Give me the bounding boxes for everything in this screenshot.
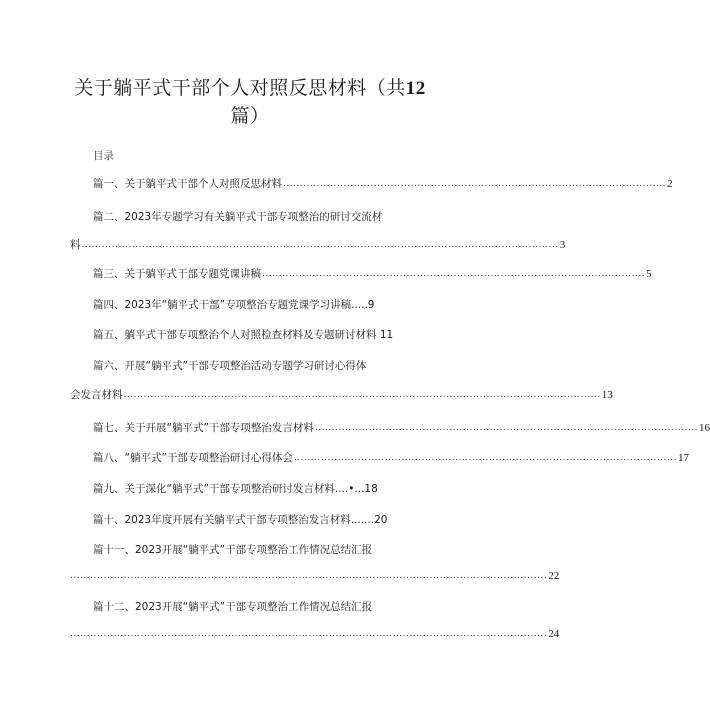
title-line-1: 关于躺平式干部个人对照反思材料（共 xyxy=(74,77,406,99)
toc-entry[interactable] xyxy=(93,543,372,557)
toc-leader: .................................................................................................................. xyxy=(314,423,699,433)
toc-leader: .................................................................................................................. xyxy=(262,269,646,279)
toc-entry[interactable] xyxy=(93,513,387,527)
toc-entry[interactable] xyxy=(93,421,710,435)
toc-page-number: 5 xyxy=(646,268,652,280)
toc-entry[interactable] xyxy=(93,267,652,281)
toc-entry[interactable] xyxy=(93,177,673,191)
document-title-cont xyxy=(0,102,500,130)
toc-leader: .............................................................................................................................................. xyxy=(123,390,601,400)
toc-entry-text: 料 xyxy=(70,239,81,251)
toc-entry[interactable] xyxy=(93,298,374,312)
toc-entry-text: 篇一、关于躺平式干部个人对照反思材料 xyxy=(93,178,282,190)
toc-page-number: 3 xyxy=(559,239,566,251)
toc-page-number: 13 xyxy=(601,389,613,401)
toc-entry-text: 篇四、2023年“躺平式干部”专项整治专题党课学习讲稿.....9 xyxy=(93,299,375,311)
toc-entry-text: 篇十二、2023开展“躺平式”干部专项整治工作情况总结汇报 xyxy=(93,601,373,613)
toc-entry[interactable] xyxy=(93,451,690,465)
toc-entry-text: 篇十、2023年度开展有关躺平式干部专项整治发言材料.......20 xyxy=(93,514,388,526)
toc-entry[interactable] xyxy=(93,328,393,342)
toc-entry-cont[interactable] xyxy=(70,569,560,583)
title-line-2: 篇） xyxy=(230,105,270,127)
toc-entry-text: 篇六、开展“躺平式”干部专项整治活动专题学习研讨心得体 xyxy=(93,360,367,372)
toc-leader: .............................................................................................................................................. xyxy=(81,240,559,250)
toc-entry[interactable] xyxy=(93,600,372,614)
toc-entry-text: 篇三、关于躺平式干部专题党课讲稿 xyxy=(93,268,261,280)
toc-entry-text: 篇八、“躺平式”干部专项整治研讨心得体会 xyxy=(93,452,293,464)
title-count: 12 xyxy=(405,78,426,99)
toc-entry[interactable] xyxy=(93,210,382,224)
toc-entry-text: 会发言材料 xyxy=(70,389,123,401)
toc-page-number: 2 xyxy=(667,178,673,190)
toc-page-number: 16 xyxy=(699,422,710,434)
toc-leader: .............................................................................................................................................. xyxy=(70,571,548,581)
toc-entry-text: 篇二、2023年专题学习有关躺平式干部专项整治的研讨交流材 xyxy=(93,211,383,223)
toc-heading: 目录 xyxy=(93,150,114,162)
document-title xyxy=(0,74,500,103)
toc-leader: .................................................................................................................. xyxy=(283,179,667,189)
toc-page-number: 22 xyxy=(548,570,560,582)
toc-entry-text: 篇十一、2023开展“躺平式”干部专项整治工作情况总结汇报 xyxy=(93,544,373,556)
toc-entry[interactable] xyxy=(93,359,366,373)
toc-entry-cont[interactable] xyxy=(70,238,566,252)
toc-entry-text: 篇五、躺平式干部专项整治个人对照检查材料及专题研讨材料 11 xyxy=(93,329,394,341)
toc-entry[interactable] xyxy=(93,482,378,496)
toc-leader: .................................................................................................................. xyxy=(293,453,678,463)
toc-entry-text: 篇七、关于开展“躺平式”干部专项整治发言材料 xyxy=(93,422,314,434)
toc-entry-cont[interactable] xyxy=(70,388,613,402)
toc-leader: .............................................................................................................................................. xyxy=(70,629,548,639)
toc-page-number: 24 xyxy=(548,628,560,640)
toc-entry-cont[interactable] xyxy=(70,627,560,641)
toc-page-number: 17 xyxy=(678,452,690,464)
toc-entry-text: 篇九、关于深化“躺平式”干部专项整治研讨发言材料....•...18 xyxy=(93,483,378,495)
